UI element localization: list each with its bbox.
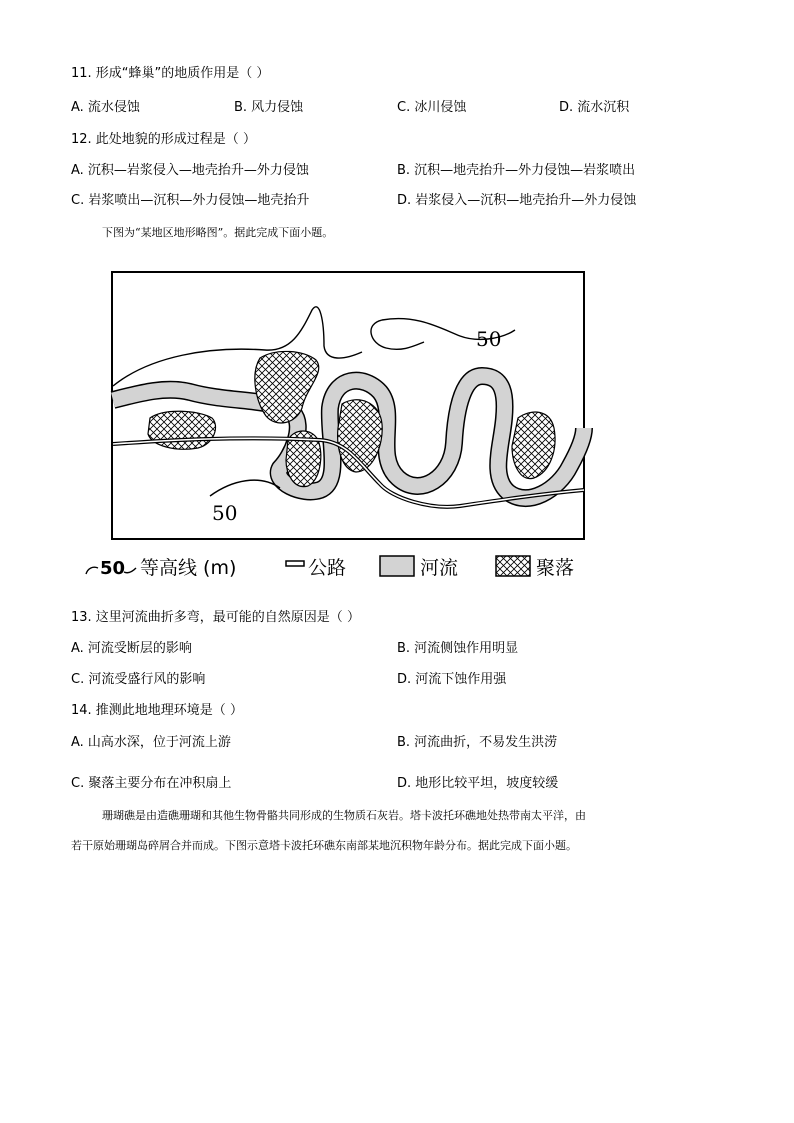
q14-option-c[interactable]: C. 聚落主要分布在冲积扇上 — [71, 776, 232, 791]
q12-option-c[interactable]: C. 岩浆喷出—沉积—外力侵蚀—地壳抬升 — [71, 193, 310, 208]
terrain-map — [80, 268, 595, 584]
q13-option-a[interactable]: A. 河流受断层的影响 — [71, 641, 192, 656]
coral-intro-line1: 珊瑚礁是由造礁珊瑚和其他生物骨骼共同形成的生物质石灰岩。塔卡波托环礁地处热带南太平洋，由 — [102, 809, 586, 822]
q13-option-d[interactable]: D. 河流下蚀作用强 — [397, 672, 507, 687]
q12-option-a[interactable]: A. 沉积—岩浆侵入—地壳抬升—外力侵蚀 — [71, 163, 309, 178]
legend-road-icon — [286, 561, 304, 566]
settlement — [148, 411, 216, 449]
q12-option-d[interactable]: D. 岩浆侵入—沉积—地壳抬升—外力侵蚀 — [397, 193, 637, 208]
legend-contour-icon — [86, 567, 98, 574]
map-legend — [86, 556, 574, 579]
map-intro: 下图为“某地区地形略图”。据此完成下面小题。 — [102, 226, 334, 239]
q14-stem: 14. 推测此地地理环境是（ ） — [71, 703, 243, 718]
q11-option-c[interactable]: C. 冰川侵蚀 — [397, 100, 467, 115]
legend-road-label: 公路 — [308, 557, 347, 579]
q13-option-b[interactable]: B. 河流侧蚀作用明显 — [397, 641, 519, 656]
q13-option-c[interactable]: C. 河流受盛行风的影响 — [71, 672, 206, 687]
legend-river-label: 河流 — [420, 557, 459, 579]
legend-contour-tail — [124, 568, 136, 573]
coral-intro-line2: 若干原始珊瑚岛碎屑合并而成。下图示意塔卡波托环礁东南部某地沉积物年龄分布。据此完成下面小题。 — [71, 839, 577, 852]
legend-river-swatch — [380, 556, 414, 576]
q12-option-b[interactable]: B. 沉积—地壳抬升—外力侵蚀—岩浆喷出 — [397, 163, 636, 178]
q14-option-b[interactable]: B. 河流曲折，不易发生洪涝 — [397, 735, 558, 750]
q13-stem: 13. 这里河流曲折多弯，最可能的自然原因是（ ） — [71, 610, 360, 625]
q11-option-b[interactable]: B. 风力侵蚀 — [234, 100, 304, 115]
q11-option-d[interactable]: D. 流水沉积 — [559, 100, 630, 115]
legend-settlement-swatch — [496, 556, 530, 576]
q11-option-a[interactable]: A. 流水侵蚀 — [71, 100, 140, 115]
q12-stem: 12. 此处地貌的形成过程是（ ） — [71, 132, 256, 147]
contour-label-top: 50 — [476, 327, 502, 351]
legend-contour-label: 等高线 (m) — [140, 557, 237, 579]
q14-option-d[interactable]: D. 地形比较平坦，坡度较缓 — [397, 776, 559, 791]
legend-contour-sample: 50 — [100, 558, 126, 579]
q11-stem: 11. 形成“蜂巢”的地质作用是（ ） — [71, 66, 270, 81]
q14-option-a[interactable]: A. 山高水深，位于河流上游 — [71, 735, 231, 750]
contour-label-bottom: 50 — [212, 501, 238, 525]
legend-settlement-label: 聚落 — [536, 557, 575, 579]
